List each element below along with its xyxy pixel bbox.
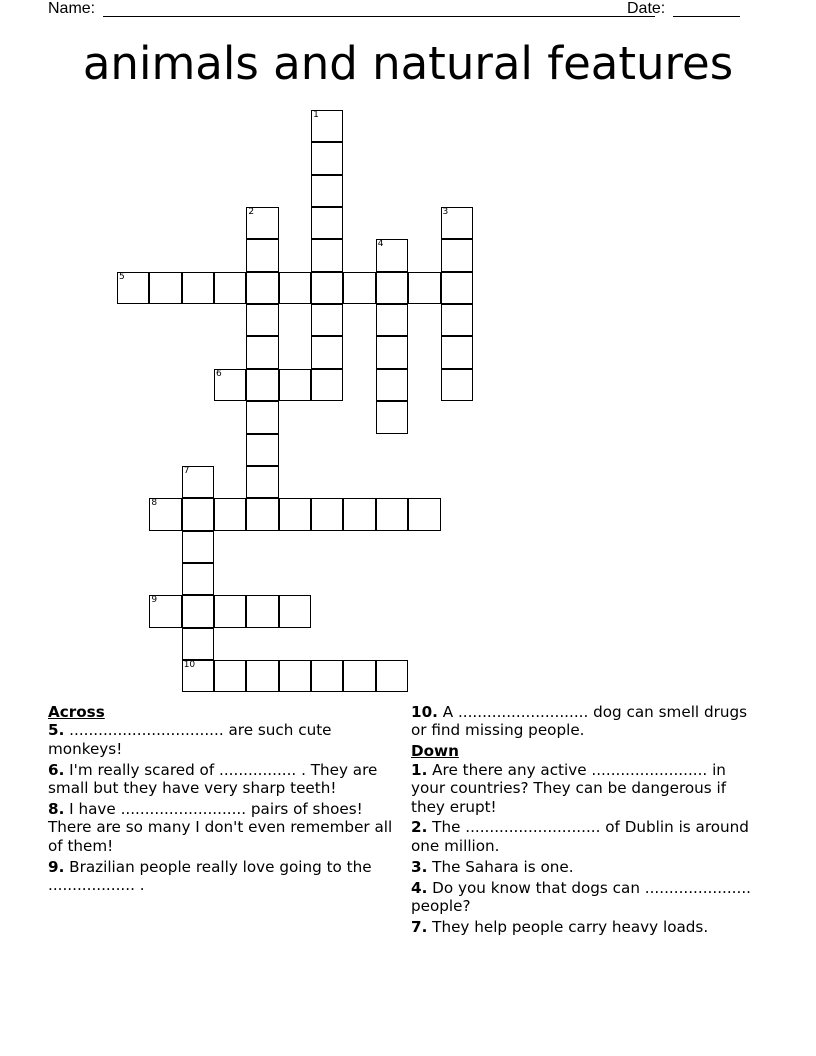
grid-cell[interactable]	[441, 207, 473, 239]
down-clue	[411, 918, 756, 936]
clue-number: 1.	[411, 760, 428, 779]
clue-number: 8.	[48, 800, 65, 819]
across-clue	[48, 800, 403, 855]
clue-text: I have .......................... pairs of shoes! There are so many I don't even remember all of them!	[48, 800, 393, 855]
clue-text: ................................ are such cute monkeys!	[48, 721, 332, 758]
grid-cell[interactable]	[214, 498, 246, 530]
clue-text: The Sahara is one.	[432, 857, 574, 876]
clue-number: 4.	[411, 878, 428, 897]
grid-cell[interactable]	[441, 369, 473, 401]
grid-cell[interactable]	[376, 498, 408, 530]
grid-cell[interactable]	[311, 142, 343, 174]
clue-text: I'm really scared of ................ . They are small but they have very sharp teeth!	[48, 760, 378, 798]
clue-number: 3.	[411, 857, 428, 876]
grid-cell[interactable]	[246, 336, 278, 368]
clue-number-label: 1	[313, 110, 319, 120]
grid-cell[interactable]	[279, 498, 311, 530]
down-clue	[411, 858, 756, 876]
down-clue	[411, 879, 756, 916]
clue-text: Do you know that dogs can ...................... people?	[411, 878, 751, 916]
grid-cell[interactable]	[214, 272, 246, 304]
clue-number: 9.	[48, 857, 65, 876]
grid-cell[interactable]	[246, 434, 278, 466]
clue-text: They help people carry heavy loads.	[432, 917, 709, 936]
grid-cell[interactable]	[376, 660, 408, 692]
grid-cell[interactable]	[182, 466, 214, 498]
grid-cell[interactable]	[246, 369, 278, 401]
clue-number-label: 6	[216, 368, 222, 379]
grid-cell[interactable]	[182, 531, 214, 563]
grid-cell[interactable]	[246, 272, 278, 304]
clue-number-label: 2	[248, 207, 255, 218]
clue-number: 2.	[411, 818, 428, 837]
grid-cell[interactable]	[408, 498, 440, 530]
across-clue	[48, 761, 403, 798]
grid-cell[interactable]	[311, 336, 343, 368]
date-label: Date:	[627, 0, 666, 17]
down-clue	[411, 761, 756, 816]
grid-cell[interactable]	[279, 660, 311, 692]
clue-number: 6.	[48, 760, 65, 779]
across-clue	[48, 858, 403, 895]
grid-cell[interactable]	[182, 498, 214, 530]
grid-cell[interactable]	[246, 304, 278, 336]
grid-cell[interactable]	[246, 466, 278, 498]
clue-number-label: 5	[119, 271, 125, 282]
grid-cell[interactable]	[311, 207, 343, 239]
clue-number: 5.	[48, 721, 65, 740]
grid-cell[interactable]	[311, 660, 343, 692]
grid-cell[interactable]	[376, 239, 408, 271]
grid-cell[interactable]	[214, 660, 246, 692]
grid-cell[interactable]	[149, 498, 181, 530]
clues-left-column	[48, 703, 403, 897]
grid-cell[interactable]	[214, 595, 246, 627]
clue-text: A ........................... dog can smell drugs or find missing people.	[411, 703, 748, 740]
clue-number-label: 7	[183, 465, 190, 476]
grid-cell[interactable]	[246, 660, 278, 692]
grid-cell[interactable]	[279, 272, 311, 304]
down-heading: Down	[411, 742, 459, 761]
grid-cell[interactable]	[311, 239, 343, 271]
grid-cell[interactable]	[149, 595, 181, 627]
grid-cell[interactable]	[214, 369, 246, 401]
clue-number: 7.	[411, 917, 428, 936]
grid-cell[interactable]	[246, 498, 278, 530]
clue-number: 10.	[411, 703, 438, 721]
grid-cell[interactable]	[182, 628, 214, 660]
clue-number-label: 8	[151, 498, 158, 509]
grid-cell[interactable]	[311, 304, 343, 336]
grid-cell[interactable]	[182, 660, 214, 692]
grid-cell[interactable]	[311, 272, 343, 304]
grid-cell[interactable]	[343, 660, 375, 692]
clue-text: Brazilian people really love going to the .................. .	[48, 857, 372, 895]
clue-number-label: 4	[377, 239, 384, 250]
grid-cell[interactable]	[311, 369, 343, 401]
across-clue	[48, 721, 403, 758]
grid-cell[interactable]	[279, 369, 311, 401]
grid-cell[interactable]	[246, 207, 278, 239]
grid-cell[interactable]	[441, 272, 473, 304]
clue-text: Are there any active ........................ in your countries? They can be dangerous if they erupt!	[411, 760, 727, 816]
name-label: Name:	[48, 0, 96, 17]
grid-cell[interactable]	[311, 110, 343, 142]
grid-cell[interactable]	[376, 336, 408, 368]
grid-cell[interactable]	[376, 272, 408, 304]
grid-cell[interactable]	[182, 563, 214, 595]
grid-cell[interactable]	[441, 336, 473, 368]
clues-right-column	[411, 703, 756, 939]
grid-cell[interactable]	[376, 304, 408, 336]
grid-cell[interactable]	[246, 595, 278, 627]
grid-cell[interactable]	[343, 498, 375, 530]
grid-cell[interactable]	[246, 401, 278, 433]
grid-cell[interactable]	[182, 272, 214, 304]
grid-cell[interactable]	[441, 239, 473, 271]
grid-cell[interactable]	[149, 272, 181, 304]
grid-cell[interactable]	[117, 272, 149, 304]
puzzle-title: animals and natural features	[82, 37, 734, 90]
clue-number-label: 9	[151, 595, 158, 606]
grid-cell[interactable]	[279, 595, 311, 627]
grid-cell[interactable]	[343, 272, 375, 304]
across-clue	[411, 703, 756, 740]
grid-cell[interactable]	[246, 239, 278, 271]
clue-text: The ............................ of Dublin is around one million.	[411, 818, 749, 855]
grid-cell[interactable]	[311, 175, 343, 207]
grid-cell[interactable]	[182, 595, 214, 627]
grid-cell[interactable]	[408, 272, 440, 304]
clue-number-label: 3	[442, 207, 449, 218]
grid-cell[interactable]	[311, 498, 343, 530]
clue-number-label: 10	[183, 659, 196, 670]
grid-cell[interactable]	[441, 304, 473, 336]
grid-cell[interactable]	[376, 369, 408, 401]
across-heading: Across	[48, 703, 105, 721]
grid-cell[interactable]	[376, 401, 408, 433]
down-clue	[411, 818, 756, 855]
